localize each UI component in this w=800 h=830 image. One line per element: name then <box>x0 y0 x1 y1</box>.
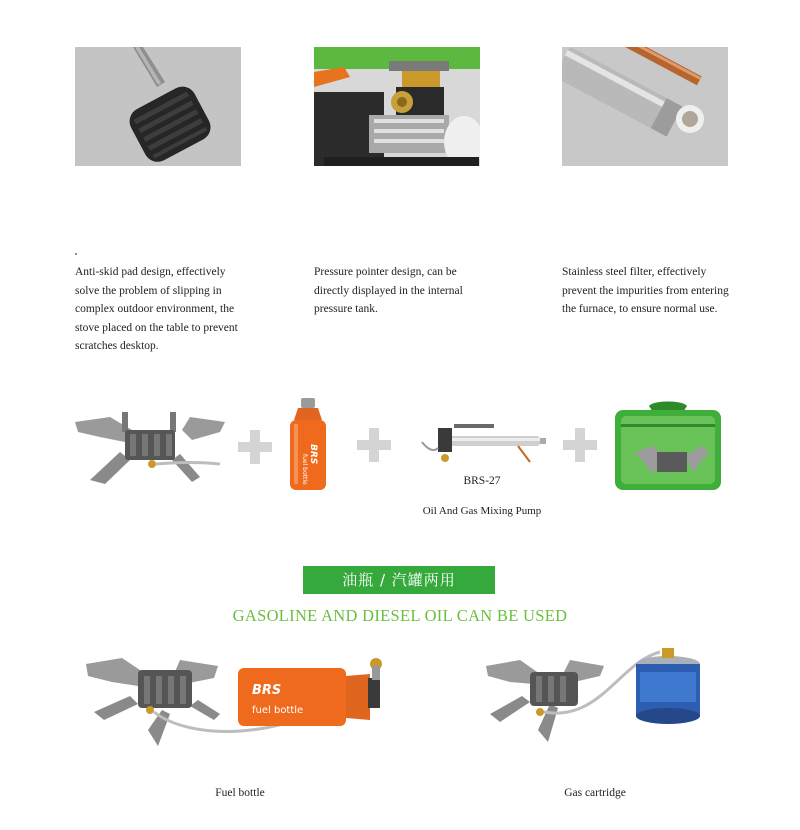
feature-text-pressure: Pressure pointer design, can be directly displayed in the internal pressure tank. <box>314 266 463 315</box>
usage-bottle-label: fuel bottle <box>252 705 304 716</box>
stove-with-gas-cartridge-image <box>480 642 710 752</box>
stove-image <box>70 402 230 487</box>
gas-cartridge-caption: Gas cartridge <box>564 787 626 799</box>
bottle-brand-label: BRS <box>308 444 318 465</box>
feature-text-anti-skid: Anti-skid pad design, effectively solve the problem of slipping in complex outdoor environment, the stove placed on the table to prevent scratches desktop. <box>75 266 238 352</box>
mixing-pump-image <box>418 422 546 470</box>
plus-icon <box>238 430 272 464</box>
fuel-bottle-caption: Fuel bottle <box>215 787 265 799</box>
decorative-dot <box>75 253 77 255</box>
steel-filter-photo <box>562 47 728 166</box>
feature-text-filter: Stainless steel filter, effectively prevent the impurities from entering the furnace, to ensure normal use. <box>562 266 729 315</box>
pump-name-label: Oil And Gas Mixing Pump <box>422 505 542 517</box>
stove-with-fuel-bottle-image <box>80 650 400 760</box>
pump-model-label: BRS-27 <box>463 475 501 487</box>
bottle-text-label: fuel bottle <box>301 454 308 485</box>
headline: GASOLINE AND DIESEL OIL CAN BE USED <box>232 606 568 625</box>
dual-use-banner: 油瓶 / 汽罐两用 <box>303 566 495 594</box>
plus-icon <box>563 428 597 462</box>
fuel-bottle-image <box>284 398 332 492</box>
carry-case-image <box>613 400 723 492</box>
anti-skid-pad-photo <box>75 47 241 166</box>
plus-icon <box>357 428 391 462</box>
usage-bottle-brand: BRS <box>252 683 282 698</box>
pressure-pointer-photo <box>314 47 480 166</box>
